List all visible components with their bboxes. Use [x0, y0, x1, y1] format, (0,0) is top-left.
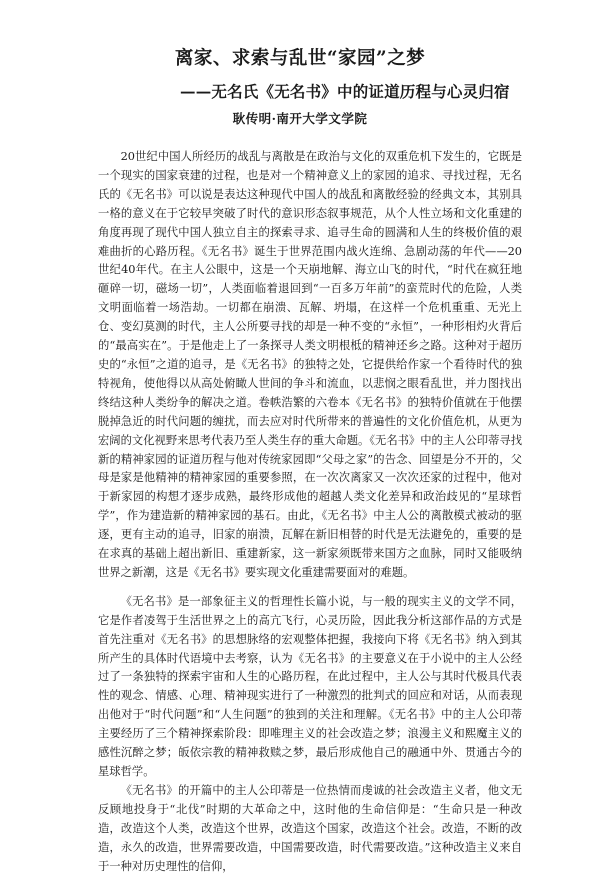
author-affiliation: 耿传明·南开大学文学院: [232, 111, 368, 126]
article-body: [98, 148, 522, 876]
paragraph-2: 《无名书》是一部象征主义的哲理性长篇小说，与一般的现实主义的文学不同，它是作者凌驾于生活世界之上的高亢飞行，心灵历险，因此我分析这部作品的方式是首先注重对《无名书》的思想脉络的宏观整体把握，我接向下将《无名书》纳入到其所产生的具体时代语境中去考察，认为《无名书》的主要意义在于小说中的主人公经过了一条独特的探索宇宙和人生的心路历程，在此过程中，主人公与其时代极具代表性的观念、情感、心理、精神现实进行了一种激烈的批判式的回应和对话，从而表现出他对于“时代问题”和“人生问题”的独到的关注和理解。《无名书》中的主人公印蒂主要经历了三个精神探索阶段：即唯理主义的社会改造之梦；浪漫主义和熙魔主义的感性沉醉之梦；皈依宗教的精神救赎之梦，最后形成他自己的融通中外、贯通古今的星球哲学。: [98, 594, 522, 778]
paragraph-1: 20世纪中国人所经历的战乱与离散是在政治与文化的双重危机下发生的，它既是一个现实的国家衰建的过程，也是对一个精神意义上的家园的追求、寻找过程，无名氏的《无名书》可以说是表达这种现代中国人的战乱和离散经验的经典文本，其别具一格的意义在于它较早突破了时代的意识形态叙事规范，从个人性立场和文化重建的角度再现了现代中国人独立自主的探索寻求、追寻生命的圆满和人生的终极价值的艰难曲折的心路历程。《无名书》诞生于世界范围内战火连绵、急剧动荡的年代——20世纪40年代。在主人公眼中，这是一个天崩地解、海立山飞的时代，“时代在疯狂地砸碎一切，磁场一切”，人类面临着退回到“一百多万年前”的蛮荒时代的危险，人类文明面临着一场浩劫。一切都在崩溃、瓦解、坍塌，在这样一个危机重重、无光上仓、变幻莫测的时代，主人公所要寻找的却是一种不变的“永恒”，一种形相灼火背后的“最高实在”。于是他走上了一条探寻人类文明根柢的精神还乡之路。这种对于超历史的“永恒”之道的追寻，是《无名书》的独特之处，它提供给作家一个看待时代的独特视角，使他得以从高处俯瞰人世间的争斗和流血，以悲悯之眼看乱世，并力图找出终结这种人类纷争的解决之道。卷帙浩繁的六卷本《无名书》的独特价值就在于他摆脱掉急近的时代问题的缠扰，而去应对时代所带来的普遍性的文化价值危机，从更为宏阔的文化视野来思考代表乃至人类生存的重大命题。《无名书》中的主人公印蒂寻找新的精神家园的证道历程与他对传统家园即“父母之家”的告念、回望是分不开的，父母是家是他精神的精神家园的重要参照，在一次次离家又一次次还家的过程中，他对于新家园的构想才逐步成熟，最终形成他的超越人类文化差异和政治歧见的“星球哲学”，作为建造新的精神家园的基石。由此，《无名书》中主人公的离散模式被动的驱逐，更有主动的追寻，旧家的崩溃，瓦解在新旧相替的时代是无法避免的，重要的是在求真的基础上超出新旧、重建新家，这一新家须既带来国方之血脉，同时又能吸纳世界之新潮，这是《无名书》要实现文化重建需要面对的难题。: [98, 150, 522, 579]
article-title: 离家、求索与乱世“家园”之梦: [174, 48, 426, 69]
paragraph-3: 《无名书》的开篇中的主人公印蒂是一位热情而虔诚的社会改造主义者，他文无反顾地投身于“北伐”时期的大革命之中，这时他的生命信仰是：“生命只是一种改造，改造这个人类，改造这个世界，改造这个国家，改造这个社会。改造，不断的改造，永久的改造，世界需要改造，中国需要改造，时代需要改造。”这种改造主义来自于一种对历史理性的信仰，: [98, 783, 522, 873]
article-subtitle: ——无名氏《无名书》中的证道历程与心灵归宿: [180, 82, 510, 101]
